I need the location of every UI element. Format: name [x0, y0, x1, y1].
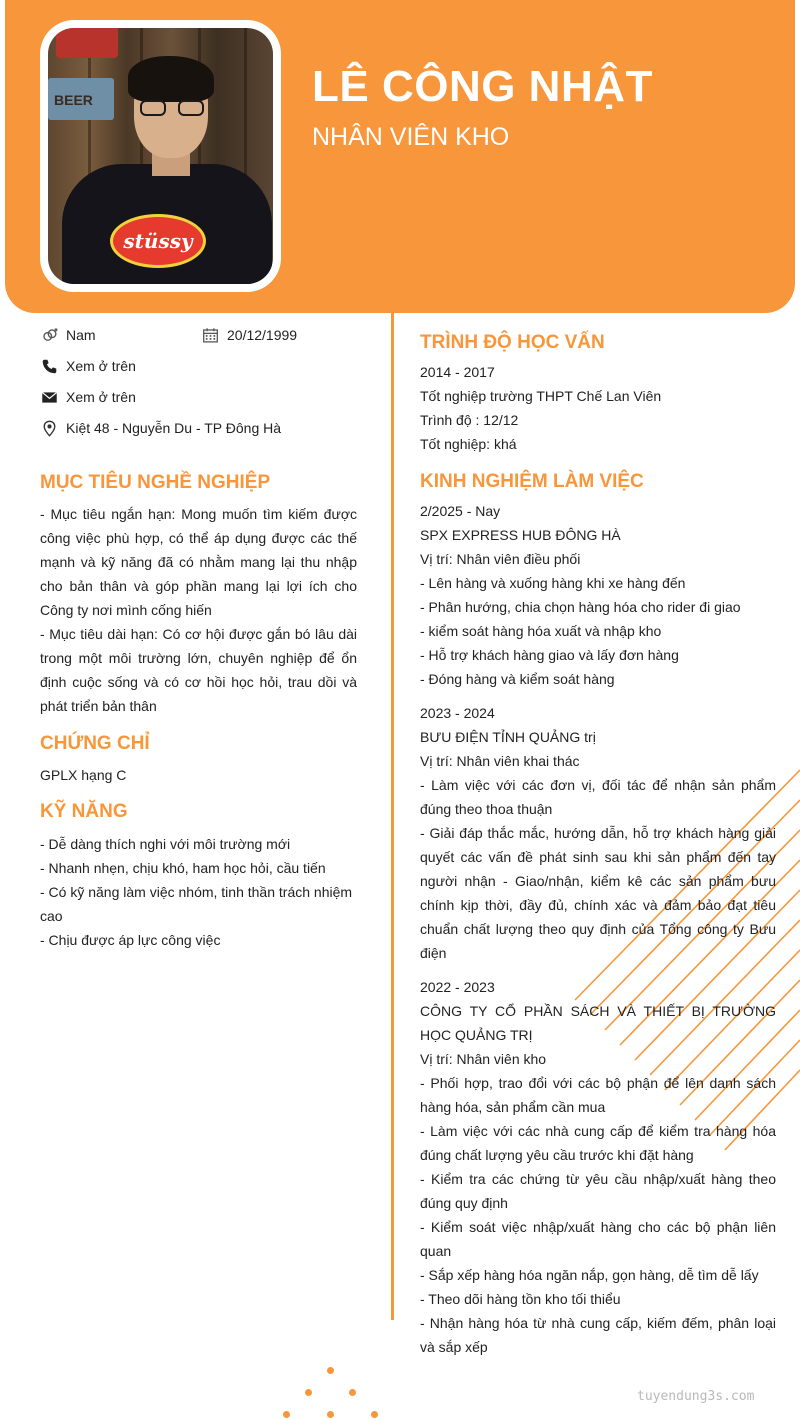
job-duty: - Làm việc với các nhà cung cấp để kiểm tra hàng hóa đúng chất lượng yêu cầu trước khi đặt hàng: [420, 1123, 776, 1163]
job-period: 2/2025 - Nay: [420, 503, 501, 519]
job-period: 2023 - 2024: [420, 705, 495, 721]
location-icon: [40, 419, 58, 437]
email-value: Xem ở trên: [66, 389, 136, 405]
job-role: Vị trí: Nhân viên điều phối: [420, 551, 581, 567]
info-gender: [40, 326, 96, 344]
candidate-name: LÊ CÔNG NHẬT: [312, 62, 653, 111]
skill-item: - Chịu được áp lực công việc: [40, 932, 221, 948]
certificates-block: [40, 763, 357, 787]
decorative-dot: [327, 1411, 334, 1418]
job-period: 2022 - 2023: [420, 979, 495, 995]
education-title: TRÌNH ĐỘ HỌC VẤN: [420, 332, 605, 353]
watermark: tuyendung3s.com: [637, 1389, 755, 1404]
job-duty: - Phối hợp, trao đổi với các bộ phận để lên danh sách hàng hóa, sản phẩm cần mua: [420, 1075, 776, 1115]
decorative-dot: [349, 1389, 356, 1396]
job-duty: - Theo dõi hàng tồn kho tối thiểu: [420, 1291, 621, 1307]
info-dob: [201, 326, 297, 344]
objective-block: [40, 502, 357, 718]
info-email: [40, 388, 136, 406]
phone-icon: [40, 357, 58, 375]
job-company: SPX EXPRESS HUB ĐÔNG HÀ: [420, 527, 621, 543]
job-company: BƯU ĐIỆN TỈNH QUẢNG trị: [420, 729, 596, 745]
job-duty: - Đóng hàng và kiểm soát hàng: [420, 671, 615, 687]
photo-shirt-logo: stüssy: [110, 214, 206, 268]
job-duty: - Kiểm tra các chứng từ yêu cầu nhập/xuất hàng theo đúng quy định: [420, 1171, 776, 1211]
decorative-dot: [371, 1411, 378, 1418]
education-period: 2014 - 2017: [420, 364, 495, 380]
decorative-dot: [283, 1411, 290, 1418]
skills-block: [40, 832, 357, 952]
job-role: Vị trí: Nhân viên kho: [420, 1051, 547, 1067]
job-duty: - Kiểm soát việc nhập/xuất hàng cho các bộ phận liên quan: [420, 1219, 776, 1259]
objective-title: MỤC TIÊU NGHỀ NGHIỆP: [40, 472, 271, 493]
job-duty: - Nhận hàng hóa từ nhà cung cấp, kiếm đếm, phân loại và sắp xếp: [420, 1315, 776, 1355]
column-divider: [391, 313, 394, 1320]
job-duty: - Phân hướng, chia chọn hàng hóa cho rider đi giao: [420, 599, 741, 615]
gender-value: Nam: [66, 327, 96, 343]
skill-item: - Có kỹ năng làm việc nhóm, tinh thần trách nhiệm cao: [40, 884, 353, 924]
experience-title: KINH NGHIỆM LÀM VIỆC: [420, 471, 644, 492]
decorative-dot: [327, 1367, 334, 1374]
job-duty: - Hỗ trợ khách hàng giao và lấy đơn hàng: [420, 647, 679, 663]
phone-value: Xem ở trên: [66, 358, 136, 374]
education-school: Tốt nghiệp trường THPT Chế Lan Viên: [420, 388, 662, 404]
info-address: [40, 419, 281, 437]
job-duty: - kiểm soát hàng hóa xuất và nhập kho: [420, 623, 662, 639]
certificate-item: GPLX hạng C: [40, 767, 127, 783]
candidate-position: NHÂN VIÊN KHO: [312, 123, 510, 151]
job-duty: - Giải đáp thắc mắc, hướng dẫn, hỗ trợ khách hàng giải quyết các vấn đề phát sinh sau khi sản phẩm đến tay người nhận - Giao/nhận, kiểm kê các sản phẩm bưu chính kịp thời, đầy đủ, chính xác và đảm bảo đạt tiêu chuẩn chất lượng theo quy định của Tổng công ty Bưu điện: [420, 825, 776, 961]
certificates-title: CHỨNG CHỈ: [40, 733, 150, 754]
skill-item: - Dễ dàng thích nghi với môi trường mới: [40, 836, 291, 852]
skill-item: - Nhanh nhẹn, chịu khó, ham học hỏi, cầu tiến: [40, 860, 326, 876]
header-banner: [5, 0, 795, 313]
photo-sign-text: BEER: [54, 92, 93, 108]
address-value: Kiệt 48 - Nguyễn Du - TP Đông Hà: [66, 420, 282, 436]
profile-photo: [48, 28, 273, 284]
decorative-dot: [305, 1389, 312, 1396]
experience-block: [420, 499, 776, 1359]
job-duty: - Làm việc với các đơn vị, đối tác để nhận sản phẩm đúng theo thoa thuận: [420, 777, 776, 817]
job-role: Vị trí: Nhân viên khai thác: [420, 753, 580, 769]
gender-icon: [40, 326, 58, 344]
education-block: [420, 360, 776, 456]
objective-long-term: - Mục tiêu dài hạn: Có cơ hội được gắn bó lâu dài trong một môi trường lớn, chuyên nghiệp để ổn định cuộc sống và có cơ hồi học hỏi, trau dồi và phát triển bản thân: [40, 626, 357, 714]
profile-photo-frame: [40, 20, 281, 292]
info-phone: [40, 357, 136, 375]
calendar-icon: [201, 326, 219, 344]
job-company: CÔNG TY CỔ PHẦN SÁCH VÀ THIẾT BỊ TRƯỜNG HỌC QUẢNG TRỊ: [420, 1003, 776, 1043]
email-icon: [40, 388, 58, 406]
education-level: Trình độ : 12/12: [420, 412, 519, 428]
dob-value: 20/12/1999: [227, 327, 298, 343]
education-grade: Tốt nghiệp: khá: [420, 436, 517, 452]
job-duty: - Lên hàng và xuống hàng khi xe hàng đến: [420, 575, 686, 591]
skills-title: KỸ NĂNG: [40, 801, 128, 822]
job-duty: - Sắp xếp hàng hóa ngăn nắp, gọn hàng, dễ tìm dễ lấy: [420, 1267, 759, 1283]
objective-short-term: - Mục tiêu ngắn hạn: Mong muốn tìm kiếm được công việc phù hợp, có thể áp dụng được các thế mạnh và kỹ năng đã có nhằm mang lại thu nhập cho bản thân và góp phần mang lại lợi ích cho Công ty nơi mình cống hiến: [40, 506, 357, 618]
